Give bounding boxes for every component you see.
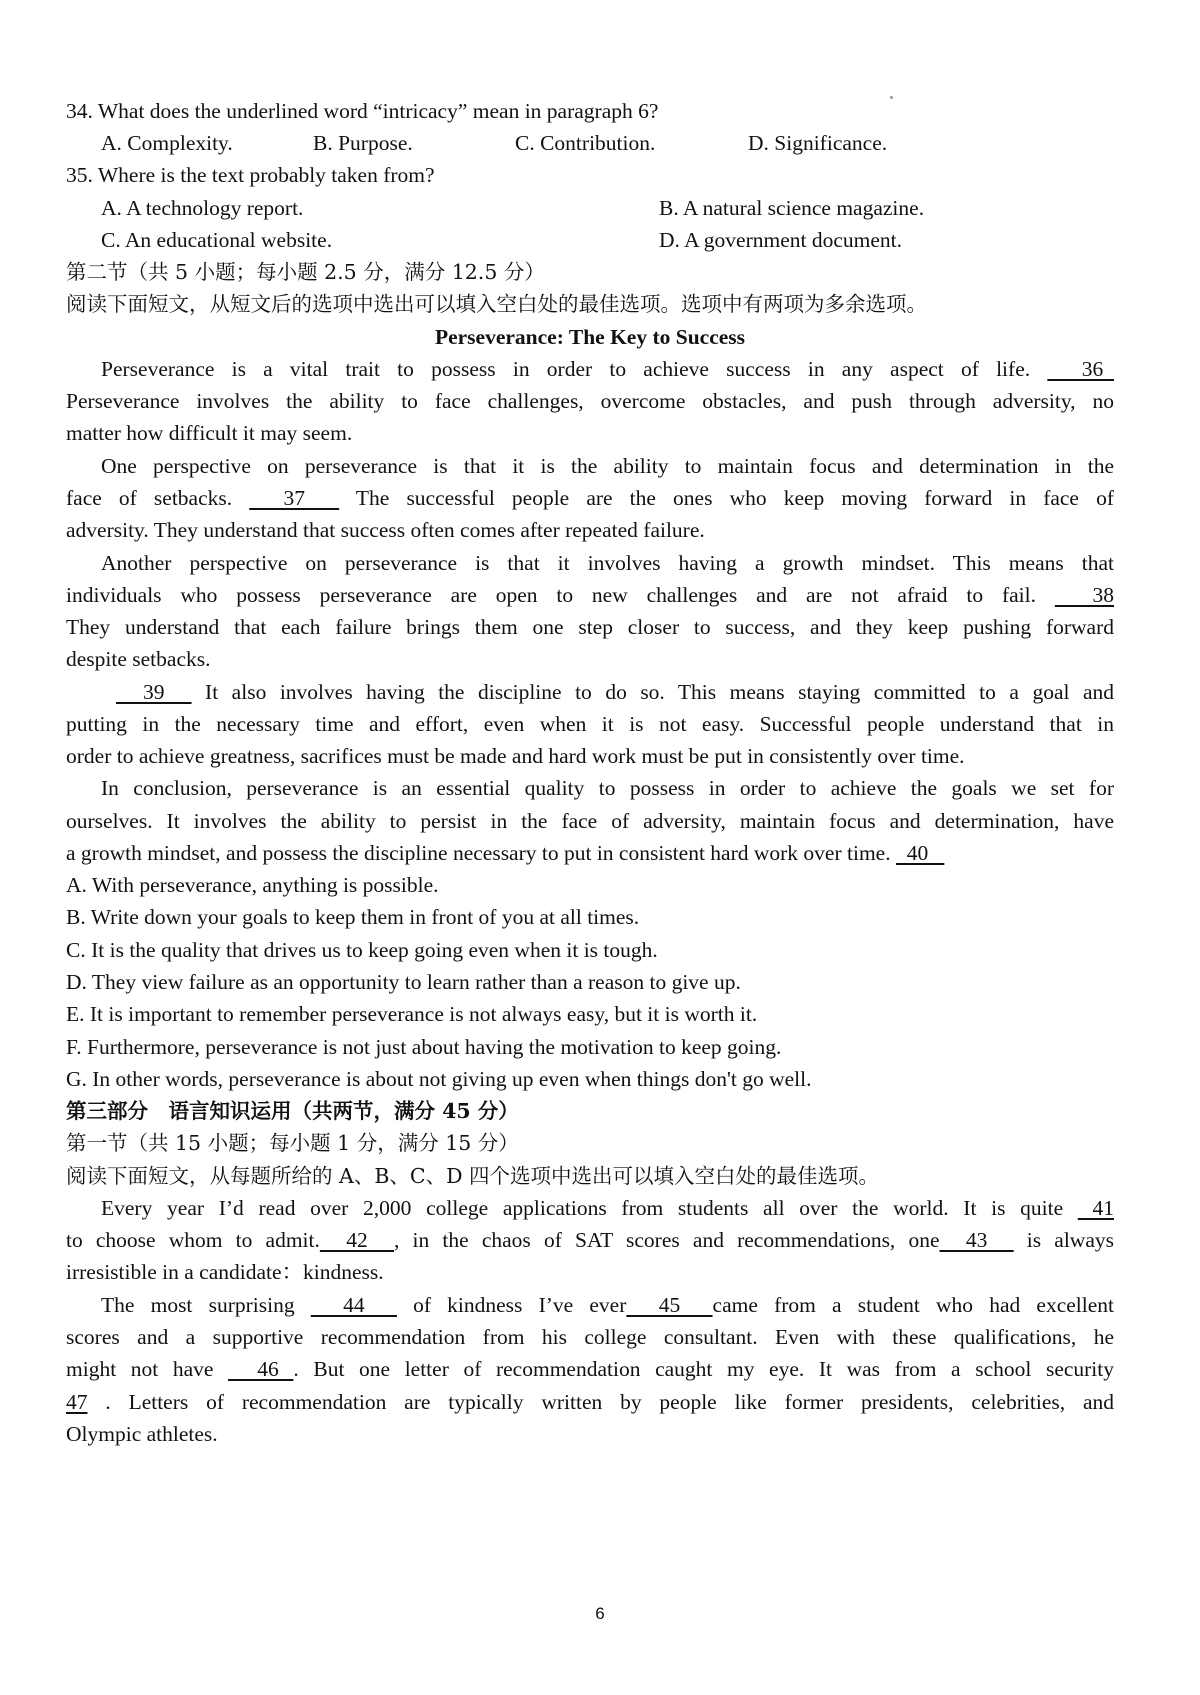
passage-p2-line2 (66, 483, 1114, 513)
text: face of setbacks. (66, 486, 233, 510)
question-34-stem: 34. What does the underlined word “intricacy” mean in paragraph 6? (66, 99, 659, 123)
text: individuals who possess perseverance are open to new challenges and are not afraid to fail. (66, 583, 1036, 607)
blank-42: 42 (319, 1228, 394, 1252)
passage-p3-line3: They understand that each failure brings them one step closer to success, and they keep pushing forward (66, 615, 1114, 639)
blank-41: 41 (1077, 1196, 1114, 1220)
q35-option-c: C. An educational website. (101, 228, 333, 252)
choice-g: G. In other words, perseverance is about not giving up even when things don't go well. (66, 1067, 812, 1091)
text: . But one letter of recommendation caught my eye. It was from a school security (293, 1357, 1114, 1381)
part-3-heading: 第三部分 语言知识运用（共两节，满分 45 分） (66, 1099, 519, 1123)
q35-option-d: D. A government document. (659, 228, 903, 252)
section-2-instruction: 阅读下面短文，从短文后的选项中选出可以填入空白处的最佳选项。选项中有两项为多余选项。 (66, 292, 927, 316)
blank-47: 47 (66, 1390, 88, 1414)
passage-p2-line3: adversity. They understand that success often comes after repeated failure. (66, 518, 705, 542)
choice-e: E. It is important to remember perseverance is not always easy, but it is worth it. (66, 1002, 758, 1026)
choice-c: C. It is the quality that drives us to keep going even when it is tough. (66, 938, 658, 962)
text: The most surprising (101, 1293, 295, 1317)
blank-39: 39 (116, 680, 192, 704)
cloze-p1-line1 (101, 1193, 1114, 1223)
question-34-options (66, 128, 1114, 158)
blank-44: 44 (310, 1293, 397, 1317)
passage-p1-line1 (101, 354, 1114, 384)
cloze-p1-line2 (66, 1225, 1114, 1255)
passage-p5-line2: ourselves. It involves the ability to persist in the face of adversity, maintain focus and determination, have (66, 809, 1114, 833)
text: of kindness I’ve ever (413, 1293, 627, 1317)
q34-option-c: C. Contribution. (515, 131, 656, 155)
passage-p1-line2: Perseverance involves the ability to face challenges, overcome obstacles, and push through adversity, no (66, 389, 1114, 413)
part-3-subheading: 第一节（共 15 小题；每小题 1 分，满分 15 分） (66, 1131, 519, 1155)
passage-p1-line3: matter how difficult it may seem. (66, 421, 353, 445)
cloze-p2-line4 (66, 1387, 1114, 1417)
passage-p5-line1: In conclusion, perseverance is an essential quality to possess in order to achieve the goals we set for (101, 776, 1114, 800)
question-35-options-row1 (66, 193, 1114, 223)
text: The successful people are the ones who keep moving forward in face of (355, 486, 1114, 510)
part-3-instruction: 阅读下面短文，从每题所给的 A、B、C、D 四个选项中选出可以填入空白处的最佳选项。 (66, 1164, 880, 1188)
question-35-stem: 35. Where is the text probably taken from? (66, 163, 435, 187)
question-35-options-row2 (66, 225, 1114, 255)
blank-45: 45 (626, 1293, 713, 1317)
blank-36: 36 (1047, 357, 1114, 381)
q34-option-d: D. Significance. (748, 131, 888, 155)
choice-b: B. Write down your goals to keep them in front of you at all times. (66, 905, 640, 929)
cloze-p1-line3: irresistible in a candidate：kindness. (66, 1260, 384, 1284)
blank-46: 46 (228, 1357, 294, 1381)
passage-p3-line1: Another perspective on perseverance is that it involves having a growth mindset. This means that (101, 551, 1114, 575)
passage-p4-line2: putting in the necessary time and effort, even when it is not easy. Successful people understand that in (66, 712, 1114, 736)
text: . Letters of recommendation are typically written by people like former presidents, celebrities, and (105, 1390, 1114, 1414)
page-number: 6 (595, 1604, 605, 1623)
passage-p3-line2 (66, 580, 1114, 610)
text: is always (1026, 1228, 1114, 1252)
cloze-p2-line3 (66, 1354, 1114, 1384)
cloze-p2-line1 (101, 1290, 1114, 1320)
section-2-heading: 第二节（共 5 小题；每小题 2.5 分，满分 12.5 分） (66, 260, 545, 284)
text: a growth mindset, and possess the discipline necessary to put in consistent hard work over time. (66, 841, 891, 865)
blank-38: 38 (1054, 583, 1114, 607)
cloze-p2-line5: Olympic athletes. (66, 1422, 218, 1446)
passage-p4-line3: order to achieve greatness, sacrifices must be made and hard work must be put in consistently over time. (66, 744, 965, 768)
blank-43: 43 (939, 1228, 1014, 1252)
text: It also involves having the discipline to do so. This means staying committed to a goal and (205, 680, 1114, 704)
text: might not have (66, 1357, 214, 1381)
text: Every year I’d read over 2,000 college applications from students all over the world. It is quite (101, 1196, 1064, 1220)
passage-p2-line1: One perspective on perseverance is that it is the ability to maintain focus and determination in the (101, 454, 1114, 478)
cloze-p2-line2: scores and a supportive recommendation from his college consultant. Even with these qualifications, he (66, 1325, 1114, 1349)
text: came from a student who had excellent (712, 1293, 1114, 1317)
passage-p5-line3 (66, 838, 1114, 868)
passage-p3-line4: despite setbacks. (66, 647, 211, 671)
blank-37: 37 (249, 486, 340, 510)
choice-d: D. They view failure as an opportunity to learn rather than a reason to give up. (66, 970, 741, 994)
q35-option-b: B. A natural science magazine. (659, 196, 925, 220)
choice-a: A. With perseverance, anything is possible. (66, 873, 439, 897)
passage-title: Perseverance: The Key to Success (434, 325, 746, 349)
choice-f: F. Furthermore, perseverance is not just about having the motivation to keep going. (66, 1035, 782, 1059)
q34-option-b: B. Purpose. (313, 131, 413, 155)
q35-option-a: A. A technology report. (101, 196, 304, 220)
text: to choose whom to admit. (66, 1228, 320, 1252)
q34-option-a: A. Complexity. (101, 131, 233, 155)
passage-p4-line1 (116, 677, 1114, 707)
text: Perseverance is a vital trait to possess in order to achieve success in any aspect of life. (101, 357, 1031, 381)
blank-40: 40 (895, 841, 945, 865)
text: , in the chaos of SAT scores and recommendations, one (394, 1228, 940, 1252)
